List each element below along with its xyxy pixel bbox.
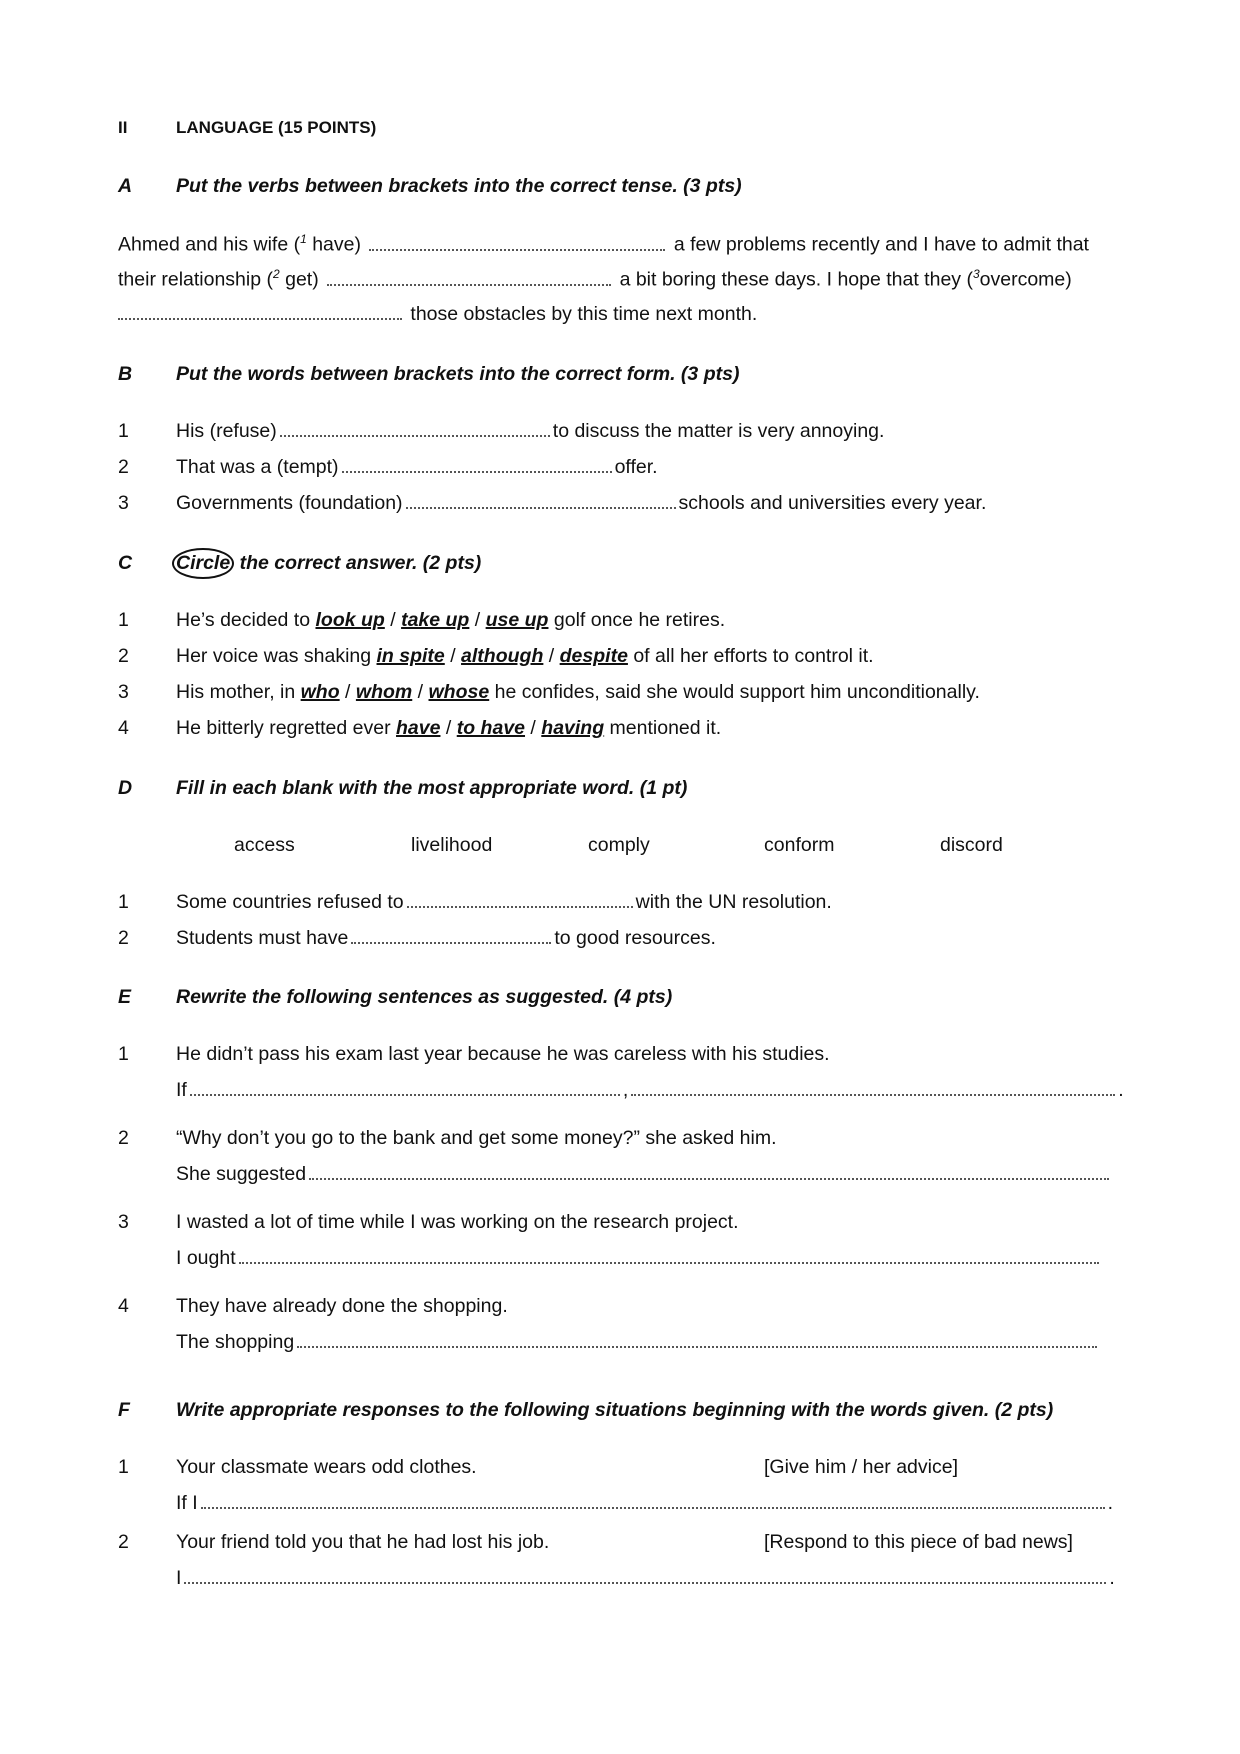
- blank[interactable]: [184, 1582, 1106, 1584]
- superscript: 2: [273, 267, 280, 281]
- task-text: [Respond to this piece of bad news]: [764, 1531, 1073, 1553]
- blank[interactable]: [201, 1507, 1105, 1509]
- separator: /: [469, 609, 486, 631]
- prompt-sentence: They have already done the shopping.: [176, 1295, 508, 1317]
- option[interactable]: having: [541, 717, 605, 739]
- part-b-letter: B: [118, 363, 133, 385]
- word-bank-item: access: [234, 834, 295, 856]
- part-b-instruction: Put the words between brackets into the correct form. (3 pts): [176, 363, 740, 385]
- situation-text: Your friend told you that he had lost his job.: [176, 1531, 550, 1553]
- option[interactable]: use up: [485, 609, 549, 631]
- part-e-instruction: Rewrite the following sentences as suggested. (4 pts): [176, 986, 673, 1008]
- separator: /: [412, 681, 429, 703]
- item-number: 2: [118, 927, 129, 949]
- part-c-instruction: [176, 548, 481, 579]
- text: mentioned it.: [604, 717, 722, 739]
- task-text: [Give him / her advice]: [764, 1456, 958, 1478]
- part-a-instruction: Put the verbs between brackets into the correct tense. (3 pts): [176, 175, 742, 197]
- item-number: 4: [118, 717, 129, 739]
- text: Her voice was shaking: [176, 645, 377, 667]
- option[interactable]: take up: [401, 609, 470, 631]
- option[interactable]: look up: [315, 609, 385, 631]
- word-bank-item: livelihood: [411, 834, 493, 856]
- text: offer.: [614, 456, 658, 478]
- text: That was a (tempt): [176, 456, 339, 478]
- item-number: 3: [118, 1211, 129, 1233]
- blank-2[interactable]: [327, 284, 611, 286]
- blank[interactable]: [342, 471, 612, 473]
- text: He’s decided to: [176, 609, 316, 631]
- answer-start: If I: [176, 1492, 198, 1514]
- item-number: 3: [118, 492, 129, 514]
- blank[interactable]: [406, 507, 676, 509]
- text: those obstacles by this time next month.: [410, 303, 758, 325]
- text: get): [279, 268, 319, 291]
- separator: /: [444, 645, 462, 667]
- text: Ahmed and his wife (: [118, 233, 301, 256]
- item-number: 1: [118, 609, 129, 631]
- part-a-line-2: [118, 267, 1072, 292]
- prompt-sentence: “Why don’t you go to the bank and get some money?” she asked him.: [176, 1127, 777, 1149]
- option[interactable]: in spite: [376, 645, 445, 667]
- text: schools and universities every year.: [678, 492, 987, 514]
- text: he confides, said she would support him unconditionally.: [489, 681, 980, 703]
- blank[interactable]: [239, 1262, 1099, 1264]
- item-number: 1: [118, 891, 129, 913]
- part-c-letter: C: [118, 552, 133, 574]
- text: with the UN resolution.: [635, 891, 832, 913]
- answer-line: I .: [176, 1567, 1115, 1589]
- answer-line: If I .: [176, 1492, 1114, 1514]
- text: overcome): [979, 268, 1072, 291]
- part-f-letter: F: [118, 1399, 130, 1421]
- superscript: 3: [972, 267, 980, 281]
- separator: /: [543, 645, 560, 667]
- text: of all her efforts to control it.: [627, 645, 874, 667]
- word-bank-item: discord: [940, 834, 1003, 856]
- answer-start: The shopping: [176, 1331, 295, 1353]
- text: to discuss the matter is very annoying.: [552, 420, 885, 442]
- item-number: 2: [118, 1531, 129, 1553]
- text: His mother, in: [176, 681, 301, 703]
- text: the correct answer. (2 pts): [239, 552, 482, 574]
- word-bank-item: comply: [588, 834, 650, 856]
- blank[interactable]: [351, 942, 551, 944]
- text: a few problems recently and I have to admit that: [673, 233, 1089, 256]
- word-bank-item: conform: [764, 834, 835, 856]
- separator: /: [384, 609, 402, 631]
- blank[interactable]: [309, 1178, 1109, 1180]
- item-number: 2: [118, 456, 129, 478]
- blank-1[interactable]: [369, 249, 665, 251]
- blank[interactable]: [631, 1094, 1115, 1096]
- text: their relationship (: [118, 268, 273, 291]
- part-a-line-1: [118, 232, 1089, 257]
- part-f-instruction: Write appropriate responses to the following situations beginning with the words given. (2 pts): [176, 1399, 1054, 1421]
- separator: /: [339, 681, 356, 703]
- blank[interactable]: [280, 435, 550, 437]
- answer-start: I: [176, 1567, 182, 1589]
- blank[interactable]: [190, 1094, 620, 1096]
- separator: /: [525, 717, 542, 739]
- situation-text: Your classmate wears odd clothes.: [176, 1456, 477, 1478]
- item-number: 1: [118, 1043, 129, 1065]
- item-number: 2: [118, 645, 129, 667]
- text: His (refuse): [176, 420, 277, 442]
- text: a bit boring these days. I hope that they (: [619, 268, 973, 291]
- part-a-line-3: [118, 303, 757, 326]
- circled-word: Circle: [172, 548, 234, 579]
- option[interactable]: have: [396, 717, 441, 739]
- answer-start: I ought: [176, 1247, 236, 1269]
- item-number: 2: [118, 1127, 129, 1149]
- option[interactable]: to have: [456, 717, 526, 739]
- item-number: 3: [118, 681, 129, 703]
- option[interactable]: whose: [428, 681, 490, 703]
- superscript: 1: [300, 232, 307, 246]
- text: golf once he retires.: [548, 609, 726, 631]
- text: He bitterly regretted ever: [176, 717, 397, 739]
- part-e-letter: E: [118, 986, 132, 1008]
- answer-line: [176, 1331, 1100, 1354]
- part-d-letter: D: [118, 777, 133, 799]
- text: to good resources.: [554, 927, 716, 949]
- blank-3[interactable]: [118, 318, 402, 320]
- text: Some countries refused to: [176, 891, 404, 913]
- item-number: 1: [118, 420, 129, 442]
- option[interactable]: despite: [559, 645, 628, 667]
- section-number: II: [118, 118, 128, 137]
- option[interactable]: who: [300, 681, 340, 703]
- blank[interactable]: [407, 906, 633, 908]
- part-a-letter: A: [118, 175, 133, 197]
- answer-line: [176, 1247, 1102, 1270]
- answer-start: If: [176, 1079, 187, 1101]
- part-d-instruction: Fill in each blank with the most appropriate word. (1 pt): [176, 777, 688, 799]
- answer-start: She suggested: [176, 1163, 307, 1185]
- item-number: 1: [118, 1456, 129, 1478]
- answer-line: If , .: [176, 1079, 1124, 1101]
- prompt-sentence: He didn’t pass his exam last year because he was careless with his studies.: [176, 1043, 830, 1065]
- option[interactable]: whom: [355, 681, 413, 703]
- separator: /: [440, 717, 457, 739]
- answer-line: [176, 1163, 1112, 1186]
- section-title: LANGUAGE (15 POINTS): [176, 118, 377, 137]
- blank[interactable]: [297, 1346, 1097, 1348]
- text: Governments (foundation): [176, 492, 403, 514]
- item-number: 4: [118, 1295, 129, 1317]
- text: have): [306, 233, 361, 256]
- text: Students must have: [176, 927, 349, 949]
- prompt-sentence: I wasted a lot of time while I was working on the research project.: [176, 1211, 739, 1233]
- option[interactable]: although: [461, 645, 544, 667]
